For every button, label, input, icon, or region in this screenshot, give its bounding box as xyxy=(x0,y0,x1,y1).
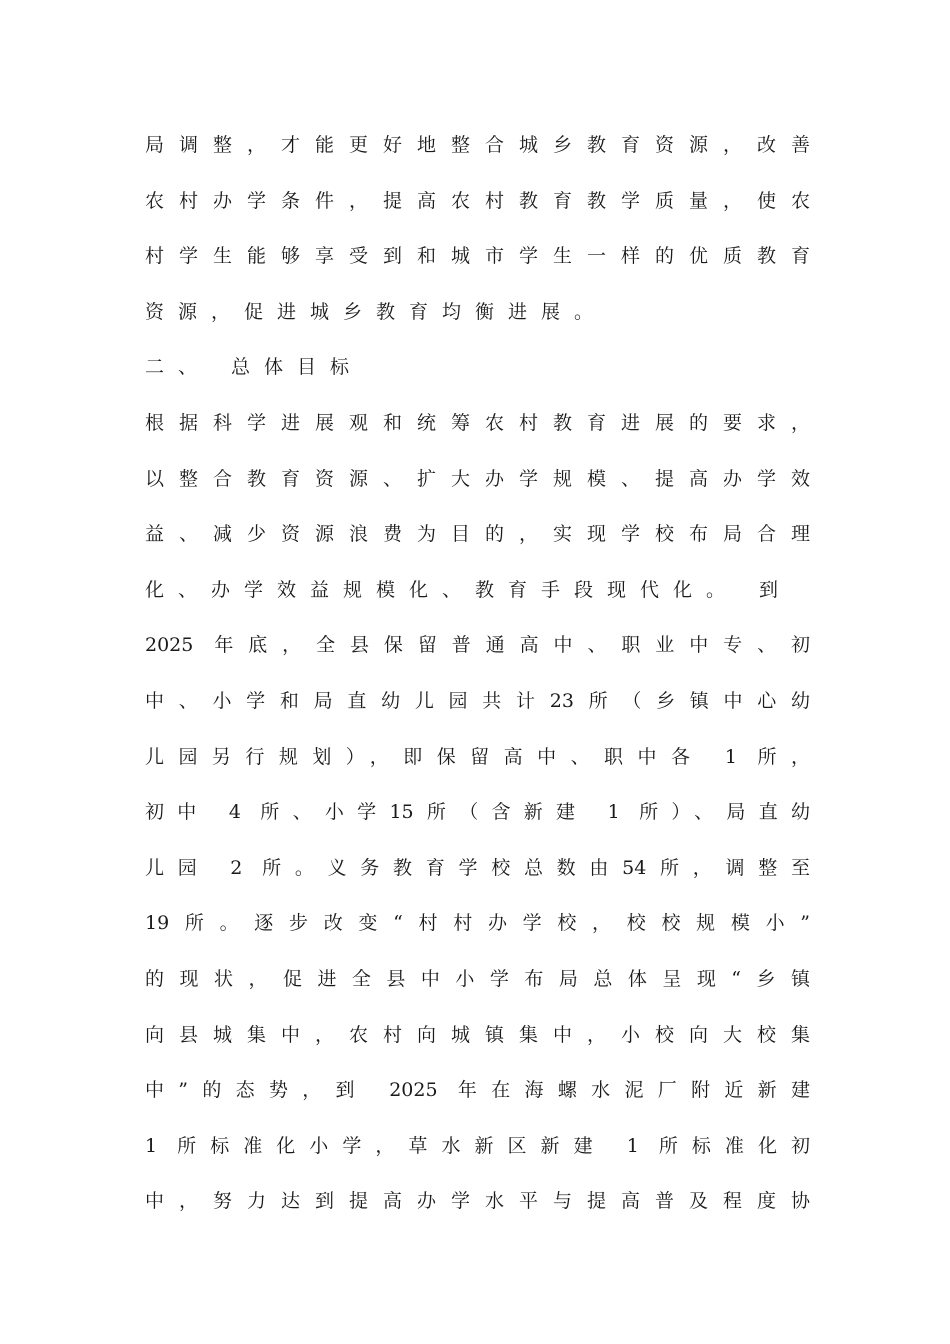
body-text xyxy=(145,118,810,1230)
text-line: 向县城集中，农村向城镇集中，小校向大校集 xyxy=(145,1023,810,1046)
text-line: 儿园 2 所。义务教育学校总数由54所，调整至 xyxy=(145,856,810,879)
text-line: 农村办学条件，提高农村教育教学质量，使农 xyxy=(145,189,810,212)
text-line: 2025 年底，全县保留普通高中、职业中专、初 xyxy=(145,634,810,657)
text-line: 初中 4 所、小学15所（含新建 1 所）、局直幼 xyxy=(145,801,810,824)
text-line: 以整合教育资源、扩大办学规模、提高办学效 xyxy=(145,467,810,490)
text-line: 的现状，促进全县中小学布局总体呈现“乡镇 xyxy=(145,967,810,990)
text-line: 中”的态势，到 2025 年在海螺水泥厂附近新建 xyxy=(145,1079,810,1102)
text-line: 局调整，才能更好地整合城乡教育资源，改善 xyxy=(145,134,810,156)
text-line: 19所。逐步改变“村村办学校，校校规模小” xyxy=(145,912,810,935)
text-line: 中、小学和局直幼儿园共计23所（乡镇中心幼 xyxy=(145,689,810,712)
text-line: 资源，促进城乡教育均衡进展。 xyxy=(145,300,608,323)
text-line: 儿园另行规划），即保留高中、职中各 1 所， xyxy=(145,745,810,768)
text-line: 中，努力达到提高办学水平与提高普及程度协 xyxy=(145,1190,810,1213)
text-line: 化、办学效益规模化、教育手段现代化。 到 xyxy=(145,578,793,601)
text-line: 益、减少资源浪费为目的，实现学校布局合理 xyxy=(145,523,810,546)
section-heading: 二、 总体目标 xyxy=(145,356,364,379)
text-line: 根据科学进展观和统筹农村教育进展的要求， xyxy=(145,411,810,434)
text-line: 1 所标准化小学，草水新区新建 1 所标准化初 xyxy=(145,1134,810,1157)
text-line: 村学生能够享受到和城市学生一样的优质教育 xyxy=(145,245,810,268)
